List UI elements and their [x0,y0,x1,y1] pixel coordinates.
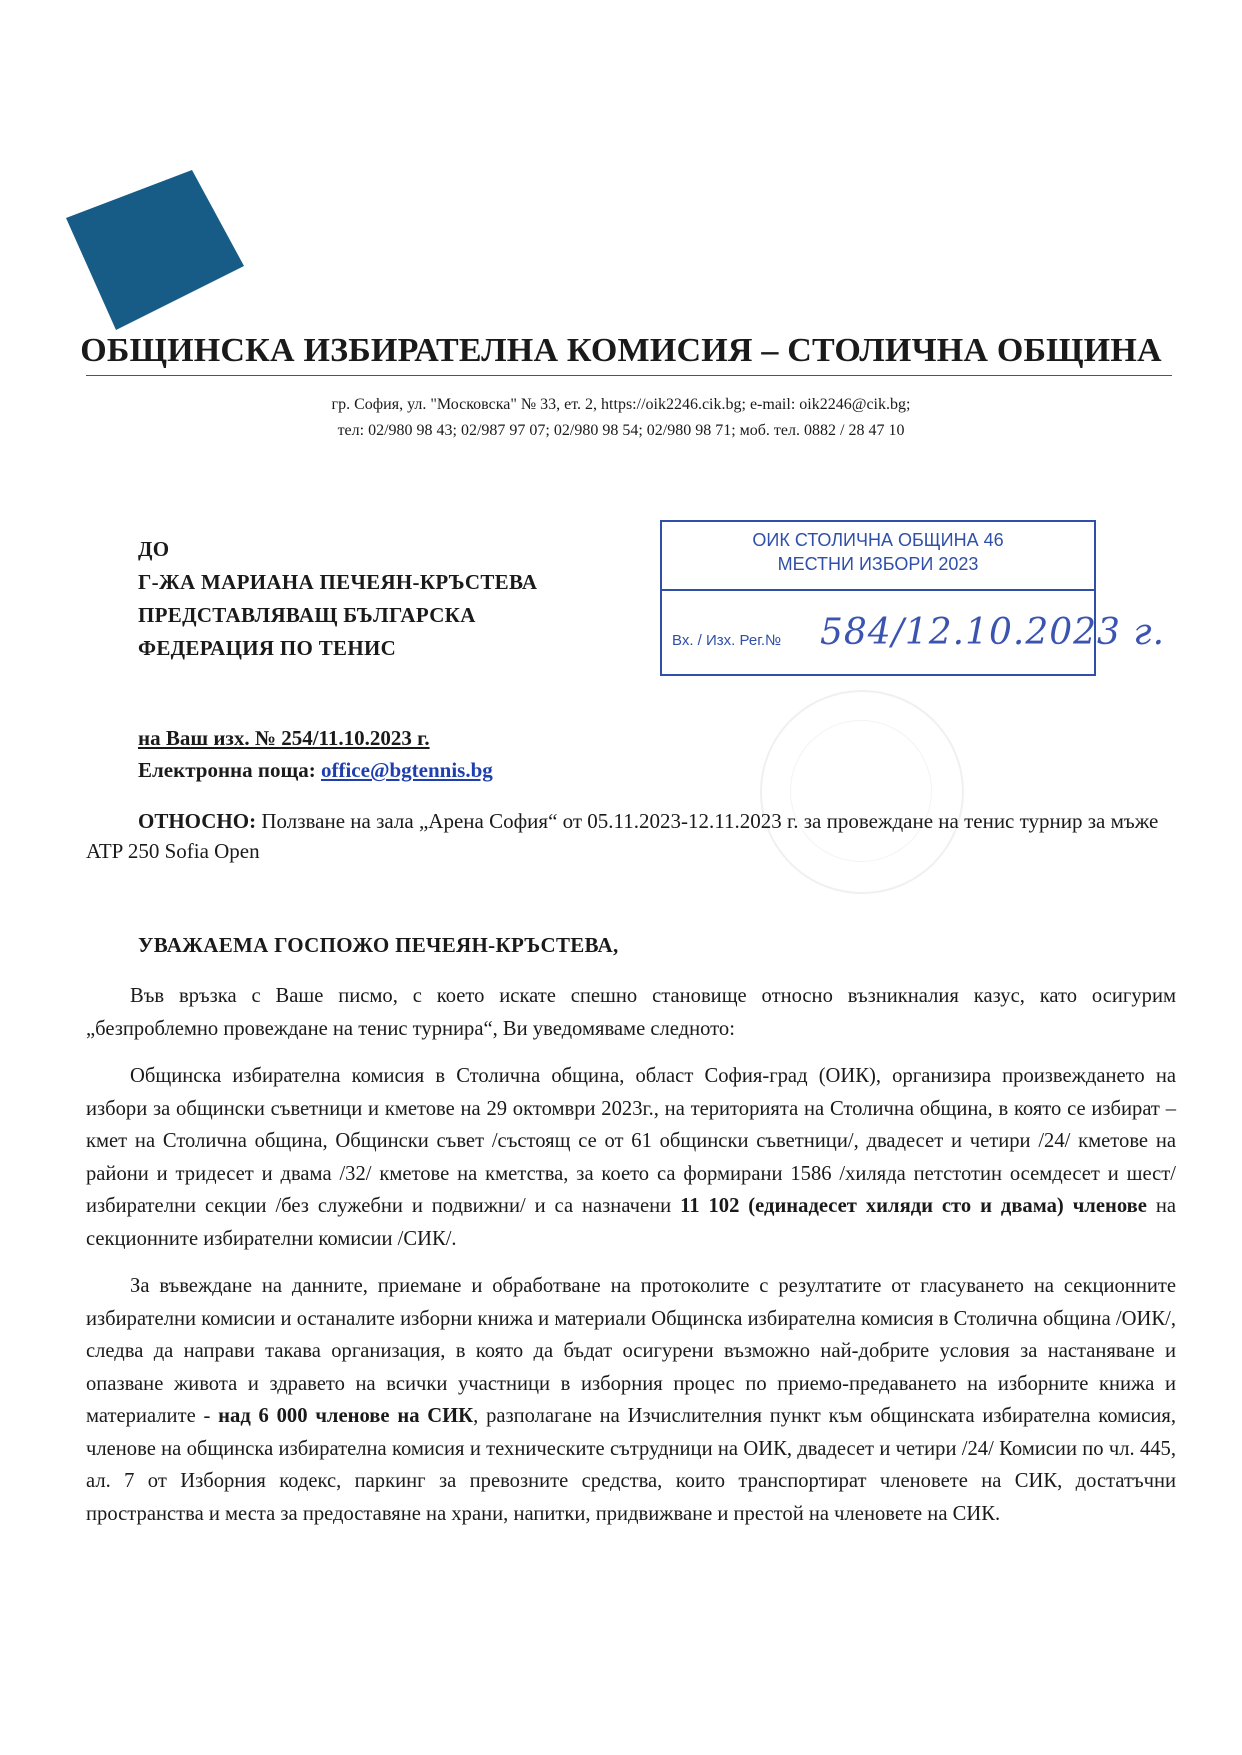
recipient-role-line2: ФЕДЕРАЦИЯ ПО ТЕНИС [138,636,397,660]
contact-phone-line: тел: 02/980 98 43; 02/987 97 07; 02/980 98 54; 02/980 98 71; моб. тел. 0882 / 28 47 10 [337,422,905,439]
contact-address-line: гр. София, ул. "Московска" № 33, ет. 2, https://oik2246.cik.bg; e-mail: oik2246@cik.bg; [331,396,911,413]
title-divider [86,375,1172,376]
contact-details [0,392,1242,444]
recipient-role-line1: ПРЕДСТАВЛЯВАЩ БЪЛГАРСКА [138,603,476,627]
stamp-handwritten-number: 584/12.10.2023 г. [820,612,1166,653]
recipient-block [138,533,537,665]
p2-text-a: Общинска избирателна комисия в Столична община, област София-град (ОИК), организира произвеждането на избори за общински съветници и кметове на 29 октомври 2023г., на територията на Столична община, в която се избират – кмет на Столична община, Общински съвет /състоящ се от 61 общински съветници/, двадесет и четири /24/ кметове на райони и тридесет и двама /32/ кметове на кметства, за което са формирани 1586 /хиляда петстотин осемдесет и шест/ избирателни секции /без служебни и подвижни/ и са назначени [86,1065,1176,1217]
p3-text-a: За въвеждане на данните, приемане и обработване на протоколите с резултатите от гласуването на секционните избирателни комисии и останалите изборни книжа и материали Общинска избирателна комисия в Столична община /ОИК/, следва да направи такава организация, в която да бъдат осигурени възможно най-добрите условия за настаняване и опазване живота и здравето на всички участници в изборния процес по приемо-предаването на изборните книжа и материалите - [86,1275,1176,1427]
registration-stamp [660,520,1166,676]
subject-text: Ползване на зала „Арена София“ от 05.11.2023-12.11.2023 г. за провеждане на тенис турнир за мъже ATP 250 Sofia Open [86,809,1159,863]
body-paragraph-1: Във връзка с Ваше писмо, с което искате спешно становище относно възникналия казус, като осигурим „безпроблемно провеждане на тенис турнира“, Ви уведомяваме следното: [86,985,1176,1040]
recipient-name: Г-ЖА МАРИАНА ПЕЧЕЯН-КРЪСТЕВА [138,570,538,594]
p3-text-b: , разполагане на Изчислителния пункт към общинската избирателна комисия, членове на общинска избирателна комисия и техническите сътрудници на ОИК, двадесет и четири /24/ Комисии по чл. 445, ал. 7 от Изборния кодекс, паркинг за превозните средства, които транспортират членовете на СИК, достатъчни пространства и места за предоставяне на храни, напитки, придвижване и престой на членовете на СИК. [86,1405,1177,1525]
p2-bold: 11 102 (единадесет хиляди сто и двама) членове [680,1195,1147,1217]
subject-label: ОТНОСНО: [138,809,257,833]
stamp-line1: ОИК СТОЛИЧНА ОБЩИНА 46 [752,530,1004,550]
p2-text-b: на секционните избирателни комисии /СИК/. [86,1195,1177,1250]
body-paragraph-2 [86,1060,1176,1255]
recipient-to: ДО [138,537,170,561]
stamp-reg-label: Вх. / Изх. Рег.№ [672,632,782,649]
reference-number: на Ваш изх. № 254/11.10.2023 г. [138,726,430,750]
body-paragraph-3 [86,1270,1176,1530]
reference-block [138,722,493,786]
email-label: Електронна поща: [138,758,316,782]
commission-logo [66,170,276,330]
subject-paragraph [86,806,1176,866]
p3-bold: над 6 000 членове на СИК [218,1405,474,1427]
stamp-line2: МЕСТНИ ИЗБОРИ 2023 [777,554,979,574]
email-link[interactable]: office@bgtennis.bg [320,758,493,782]
organization-title: ОБЩИНСКА ИЗБИРАТЕЛНА КОМИСИЯ – СТОЛИЧНА ОБЩИНА [80,332,1162,369]
greeting: УВАЖАЕМА ГОСПОЖО ПЕЧЕЯН-КРЪСТЕВА, [138,933,619,957]
stamp-divider [662,589,1094,591]
logo-shape [66,170,244,330]
email-line [138,754,493,786]
